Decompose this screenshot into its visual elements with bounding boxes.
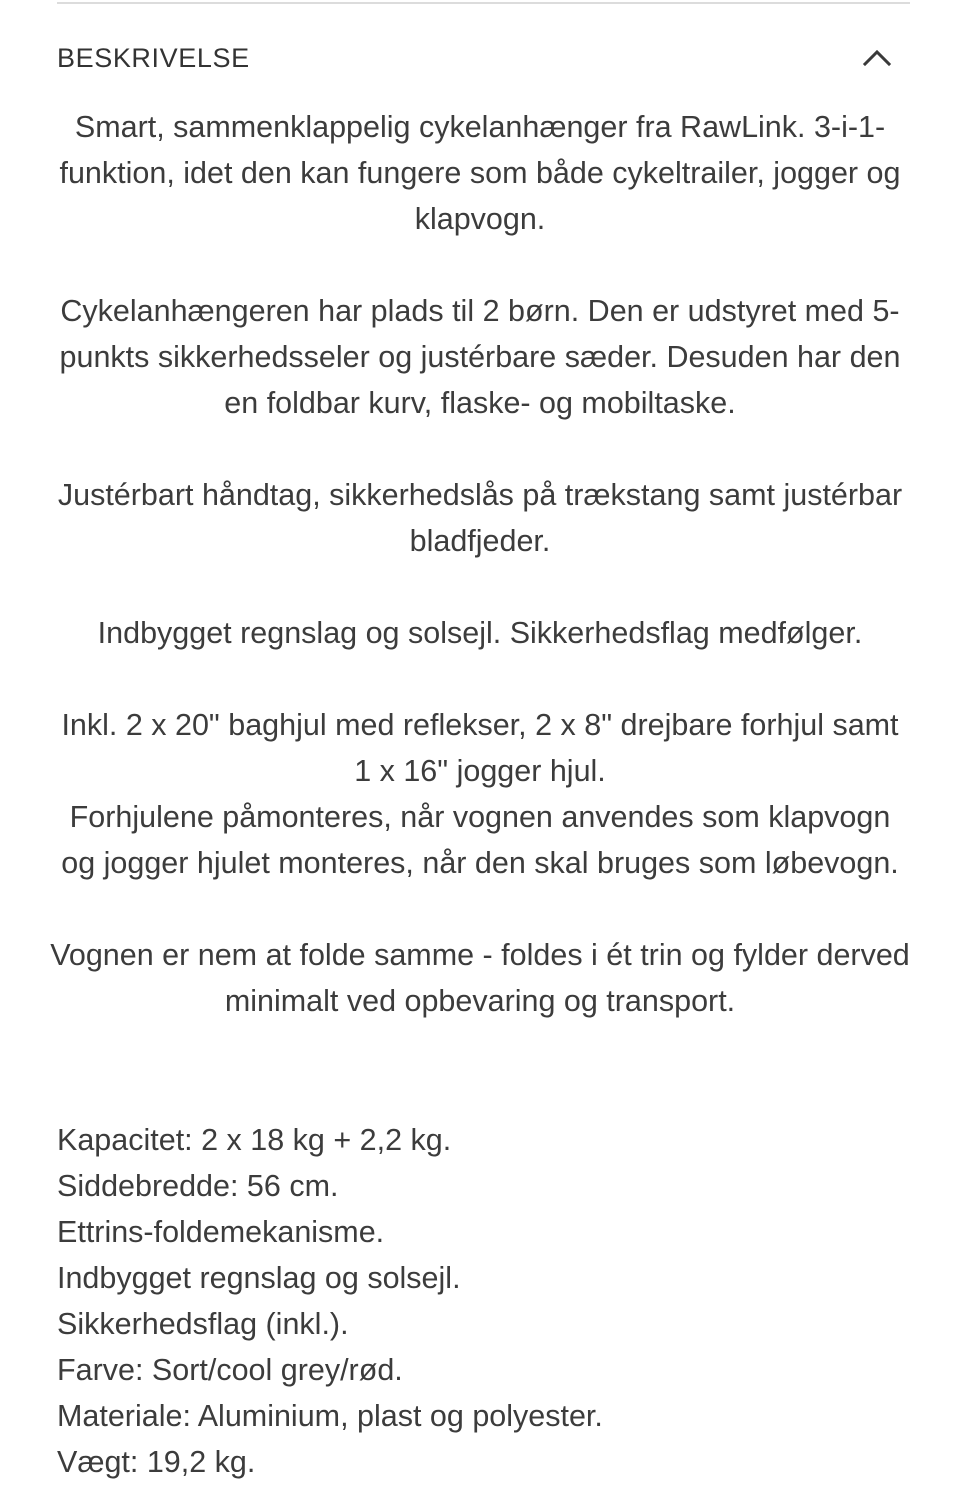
- accordion-toggle-button[interactable]: [855, 36, 899, 80]
- page-title: BESKRIVELSE: [57, 42, 250, 73]
- section-top-divider: [57, 2, 910, 4]
- description-text-body: [50, 104, 910, 1024]
- description-paragraph-5: Inkl. 2 x 20" baghjul med reflekser, 2 x 8" drejbare forhjul samt 1 x 16" jogger hjul.: [61, 708, 899, 788]
- product-spec-list: [57, 1117, 903, 1485]
- description-paragraph-6: Forhjulene påmonteres, når vognen anvendes som klapvogn og jogger hjulet monteres, når den skal bruges som løbevogn.: [61, 800, 899, 880]
- chevron-up-icon: [862, 48, 892, 68]
- description-accordion-header[interactable]: [57, 34, 903, 82]
- description-paragraph-2: Cykelanhængeren har plads til 2 børn. Den er udstyret med 5-punkts sikkerhedsseler og justérbare sæder. Desuden har den en foldbar kurv, flaske- og mobiltaske.: [59, 294, 901, 420]
- spec-line: Sikkerhedsflag (inkl.).: [57, 1307, 349, 1341]
- description-paragraph-1: Smart, sammenklappelig cykelanhænger fra RawLink. 3-i-1-funktion, idet den kan fungere som både cykeltrailer, jogger og klapvogn.: [59, 110, 901, 236]
- spec-line: Vægt: 19,2 kg.: [57, 1445, 256, 1479]
- spec-line: Siddebredde: 56 cm.: [57, 1169, 339, 1203]
- spec-line: Kapacitet: 2 x 18 kg + 2,2 kg.: [57, 1123, 452, 1157]
- description-paragraph-4: Indbygget regnslag og solsejl. Sikkerhedsflag medfølger.: [97, 616, 863, 650]
- description-paragraph-3: Justérbart håndtag, sikkerhedslås på trækstang samt justérbar bladfjeder.: [57, 478, 903, 558]
- spec-line: Materiale: Aluminium, plast og polyester.: [57, 1399, 603, 1433]
- spec-line: Farve: Sort/cool grey/rød.: [57, 1353, 403, 1387]
- description-paragraph-7: Vognen er nem at folde samme - foldes i ét trin og fylder derved minimalt ved opbevaring og transport.: [50, 938, 910, 1018]
- spec-line: Ettrins-foldemekanisme.: [57, 1215, 385, 1249]
- spec-line: Indbygget regnslag og solsejl.: [57, 1261, 461, 1295]
